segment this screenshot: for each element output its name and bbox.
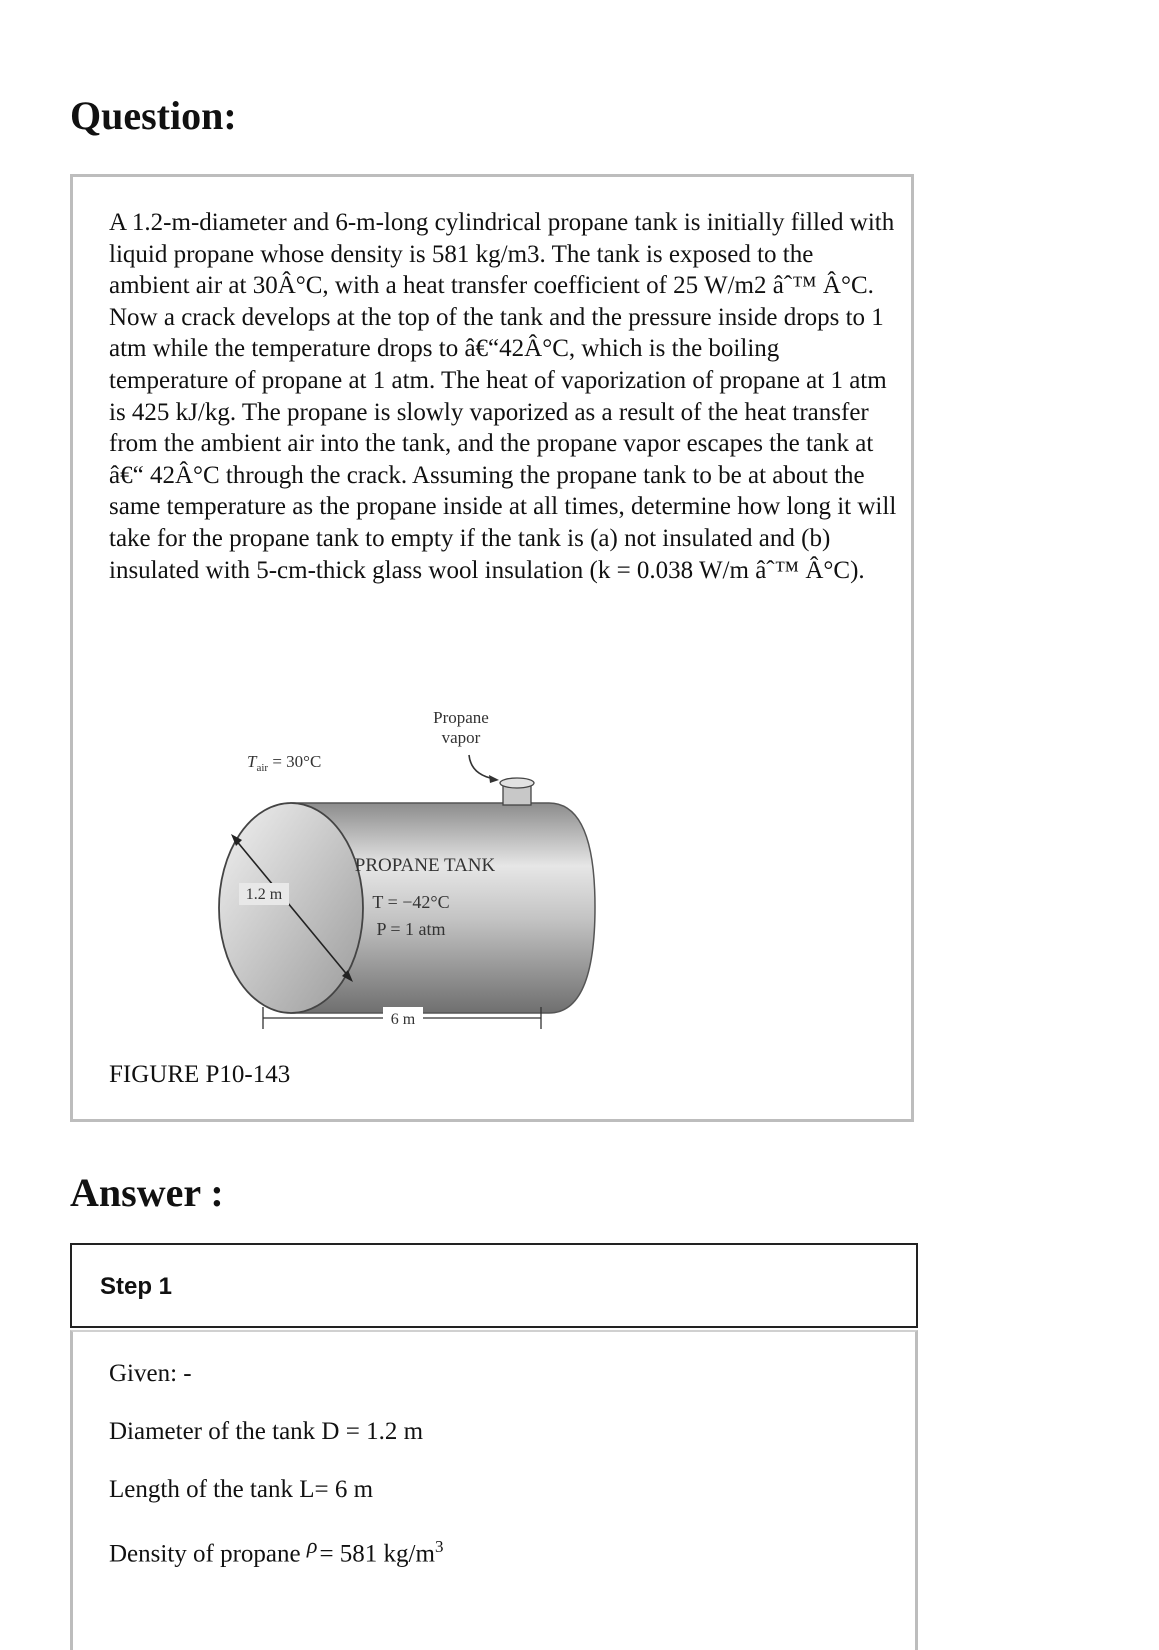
- tank-label: PROPANE TANK: [354, 855, 496, 876]
- question-text: A 1.2-m-diameter and 6-m-long cylindrical propane tank is initially filled with liquid propane whose density is 581 kg/m3. The tank is exposed to the ambient air at 30Â°C, with a heat transfer coefficient of 25 W/m2 âˆ™ Â°C. Now a crack develops at the top of the tank and the pressure inside drops to 1 atm while the temperature drops to â€“42Â°C, which is the boiling temperature of propane at 1 atm. The heat of vaporization of propane at 1 atm is 425 kJ/kg. The propane is slowly vaporized as a result of the heat transfer from the ambient air into the tank, and the propane vapor escapes the tank at â€“ 42Â°C through the crack. Assuming the propane tank to be at about the same temperature as the propane inside at all times, determine how long it will take for the propane tank to empty if the tank is (a) not insulated and (b) insulated with 5-cm-thick glass wool insulation (k = 0.038 W/m âˆ™ Â°C).: [109, 209, 897, 584]
- vapor-label-line1: Propane: [433, 708, 489, 727]
- propane-tank-figure: [143, 687, 543, 1028]
- density-line: [109, 1533, 444, 1568]
- question-box: [70, 174, 914, 1122]
- vapor-arrow-head: [489, 775, 499, 783]
- length-label: 6 m: [390, 1011, 416, 1028]
- length-line: Length of the tank L= 6 m: [109, 1476, 374, 1503]
- answer-heading: Answer :: [70, 1170, 224, 1215]
- question-heading: Question:: [70, 93, 237, 138]
- density-exponent: 3: [434, 1537, 444, 1556]
- tank-temperature: T = −42°C: [372, 892, 450, 912]
- air-temp-label: $T_{air} = 30^\circ C$: [247, 752, 322, 774]
- density-prefix: Density of propane: [109, 1540, 307, 1568]
- step-header: [70, 1243, 918, 1328]
- step-label: Step 1: [100, 1273, 173, 1300]
- diameter-label: 1.2 m: [245, 886, 283, 903]
- rho-symbol: ρ: [306, 1533, 318, 1559]
- step-content: [70, 1330, 918, 1650]
- tank-pressure: P = 1 atm: [376, 919, 446, 939]
- figure-caption: FIGURE P10-143: [109, 1061, 291, 1088]
- vapor-arrow: [469, 755, 495, 779]
- tank-nozzle-cap: [500, 778, 534, 788]
- diameter-line: Diameter of the tank D = 1.2 m: [109, 1418, 424, 1445]
- density-value: = 581 kg/m: [319, 1540, 435, 1568]
- vapor-label-line2: vapor: [441, 728, 481, 747]
- given-label: Given: -: [109, 1360, 192, 1387]
